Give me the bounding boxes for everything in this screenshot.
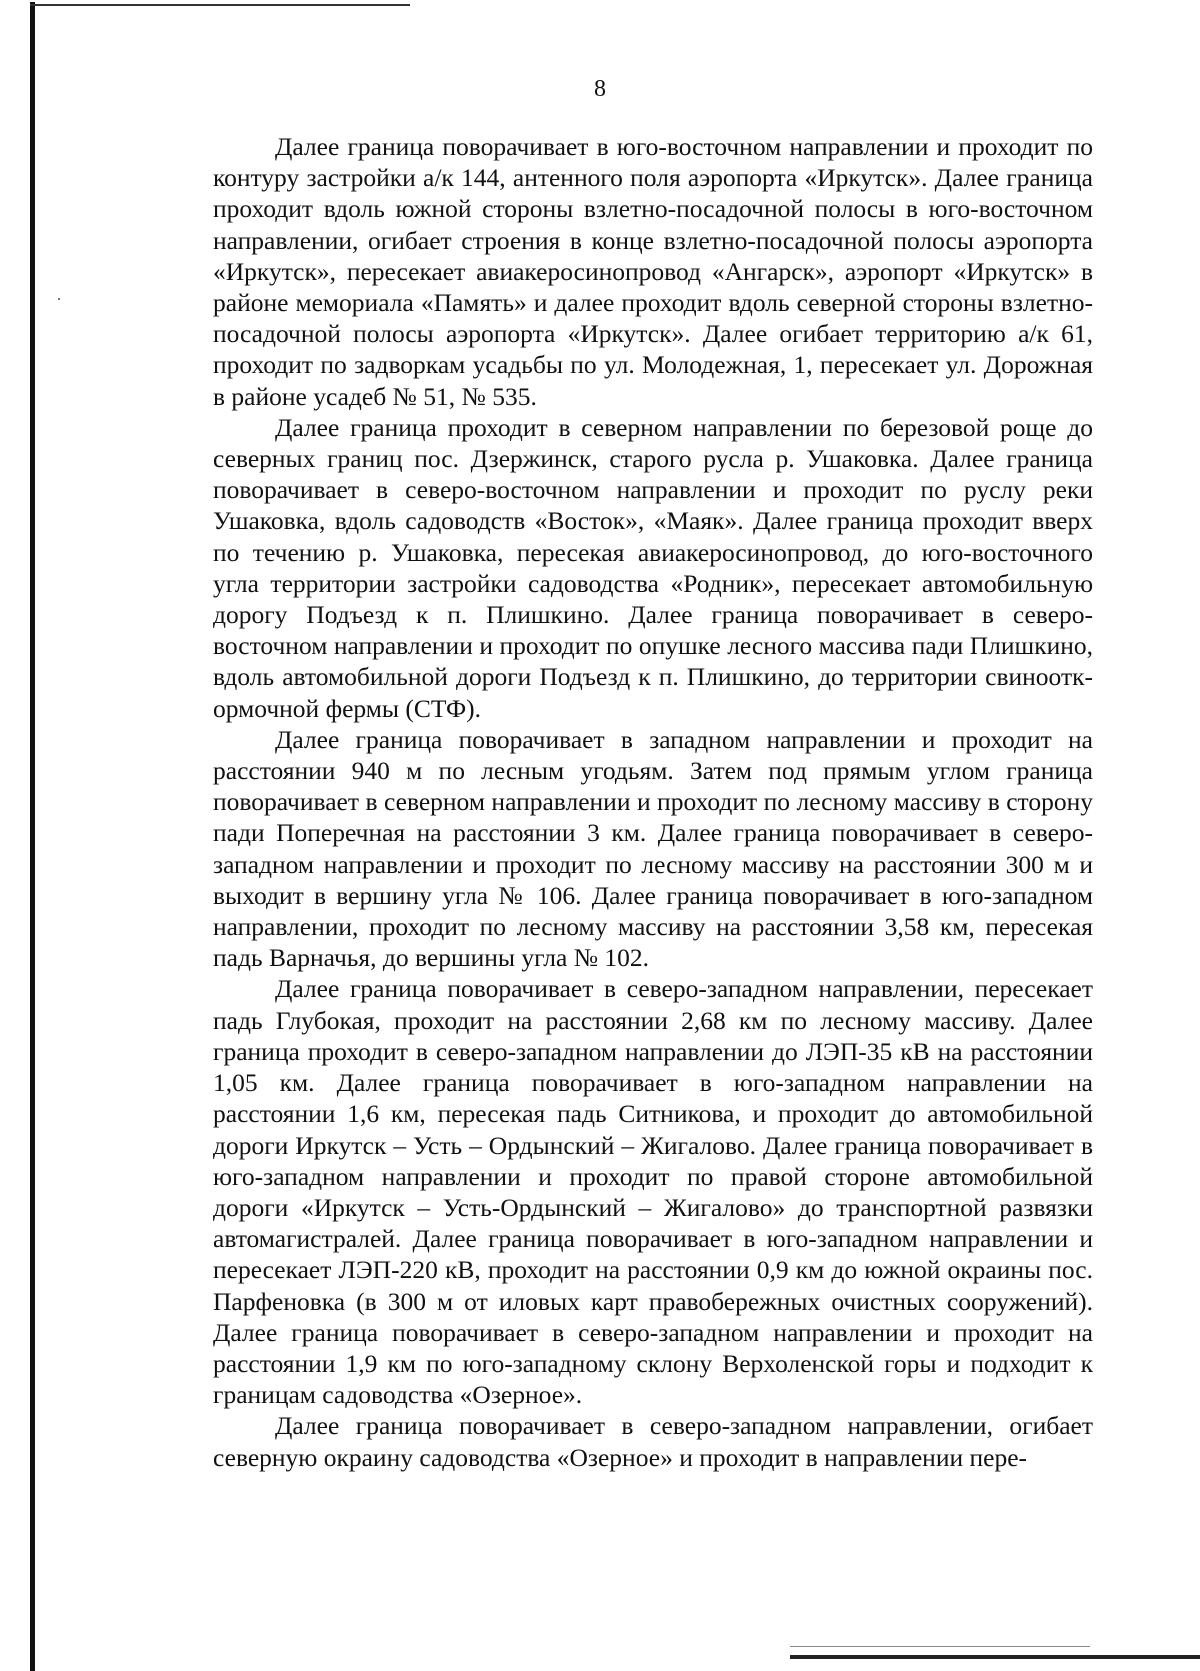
paragraph-5: Далее граница поворачивает в северо-западном направлении, огибает северную окраину садоводства «Озерное» и проходит в направлении пере-: [213, 1411, 1093, 1472]
scan-bottom-edge: [790, 1655, 1200, 1659]
paragraph-4: Далее граница поворачивает в северо-западном направлении, пересекает падь Глубокая, проходит на расстоянии 2,68 км по лесному массиву. Далее граница проходит в северо-западном направлении до ЛЭП-35 кВ на расстоянии 1,05 км. Далее граница поворачивает в юго-западном направлении на расстоянии 1,6 км, пересекая падь Ситникова, и проходит до автомобильной дороги Иркутск – Усть – Ордынский – Жигалово. Далее граница поворачивает в юго-западном направлении и проходит по правой стороне автомобильной дороги «Иркутск – Усть-Ордынский – Жигалово» до транспортной развязки автомагистралей. Далее граница поворачивает в юго-западном направлении и пересекает ЛЭП-220 кВ, проходит на расстоянии 0,9 км до южной окраины пос. Парфеновка (в 300 м от иловых карт правобережных очистных сооружений). Далее граница поворачивает в северо-западном направлении и проходит на расстоянии 1,9 км по юго-западному склону Верхоленской горы и подходит к границам садоводства «Озерное».: [213, 974, 1093, 1410]
document-body: [213, 131, 1093, 1473]
scan-bottom-rule: [790, 1646, 1090, 1647]
paragraph-3: Далее граница поворачивает в западном направлении и проходит на расстоянии 940 м по лесным угодьям. Затем под прямым углом граница поворачивает в северном направлении и проходит по лесному массиву в сторону пади Поперечная на расстоянии 3 км. Далее граница поворачивает в северо-западном направлении и проходит по лесному массиву на расстоянии 300 м и выходит в вершину угла № 106. Далее граница поворачивает в юго-западном направлении, проходит по лесному массиву на расстоянии 3,58 км, пересекая падь Варначья, до вершины угла № 102.: [213, 724, 1093, 973]
paragraph-1: Далее граница поворачивает в юго-восточном направлении и проходит по контуру застройки а/к 144, антенного поля аэропорта «Иркутск». Далее граница проходит вдоль южной стороны взлетно-посадочной полосы в юго-восточном направлении, огибает строения в конце взлетно-посадочной полосы аэропорта «Иркутск», пересекает авиакеросинопровод «Ангарск», аэропорт «Иркутск» в районе мемориала «Память» и далее проходит вдоль северной стороны взлетно-посадочной полосы аэропорта «Иркутск». Далее огибает территорию а/к 61, проходит по задворкам усадьбы по ул. Молодежная, 1, пересекает ул. Дорожная в районе усадеб № 51, № 535.: [213, 132, 1093, 411]
scan-speck: [58, 298, 60, 300]
scan-left-edge: [30, 2, 35, 1671]
scan-top-edge: [30, 4, 410, 6]
page-number: 8: [594, 76, 606, 102]
paragraph-2: Далее граница проходит в северном направлении по березовой роще до северных границ пос. Дзержинск, старого русла р. Ушаковка. Далее граница поворачивает в северо-восточном направлении и проходит по руслу реки Ушаковка, вдоль садоводств «Восток», «Маяк». Далее граница проходит вверх по течению р. Ушаковка, пересекая авиакеросинопровод, до юго-восточного угла территории застройки садоводства «Родник», пересекает автомобильную дорогу Подъезд к п. Плишкино. Далее граница поворачивает в северо-восточном направлении и проходит по опушке лесного массива пади Плишкино, вдоль автомобильной дороги Подъезд к п. Плишкино, до территории свинооткормочной фермы (СТФ).: [213, 412, 1093, 723]
